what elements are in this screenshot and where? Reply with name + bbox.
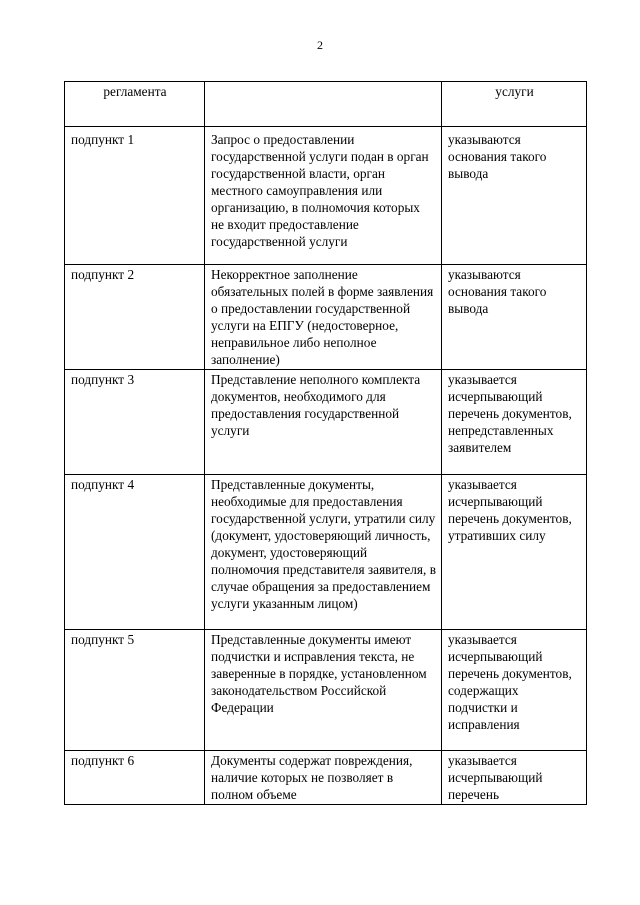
reason-cell: Представление неполного комплекта документов, необходимого для предоставления государственной услуги [205, 370, 442, 475]
subpoint-cell: подпункт 1 [65, 127, 205, 265]
subpoint-cell: подпункт 5 [65, 630, 205, 751]
table-row [65, 475, 587, 630]
header-cell-service: услуги [442, 82, 587, 127]
reason-cell: Документы содержат повреждения, наличие которых не позволяет в полном объеме [205, 751, 442, 805]
subpoint-cell: подпункт 2 [65, 265, 205, 370]
table-row [65, 265, 587, 370]
subpoint-cell: подпункт 6 [65, 751, 205, 805]
explanation-cell: указываются основания такого вывода [442, 265, 587, 370]
subpoint-cell: подпункт 3 [65, 370, 205, 475]
reason-cell: Представленные документы, необходимые для предоставления государственной услуги, утратили силу (документ, удостоверяющий личность, документ, удостоверяющий полномочия представителя заявителя, в случае обращения за предоставлением услуги указанным лицом) [205, 475, 442, 630]
header-cell-reason [205, 82, 442, 127]
explanation-cell: указываются основания такого вывода [442, 127, 587, 265]
table-row [65, 630, 587, 751]
header-cell-regulation: регламента [65, 82, 205, 127]
reason-cell: Запрос о предоставлении государственной услуги подан в орган государственной власти, орган местного самоуправления или организацию, в полномочия которых не входит предоставление государственной услуги [205, 127, 442, 265]
reason-cell: Некорректное заполнение обязательных полей в форме заявления о предоставлении государственной услуги на ЕПГУ (недостоверное, неправильное либо неполное заполнение) [205, 265, 442, 370]
table-row [65, 751, 587, 805]
table-header-row [65, 82, 587, 127]
explanation-cell: указывается исчерпывающий перечень документов, непредставленных заявителем [442, 370, 587, 475]
table-row [65, 127, 587, 265]
explanation-cell: указывается исчерпывающий перечень документов, утративших силу [442, 475, 587, 630]
reason-cell: Представленные документы имеют подчистки и исправления текста, не заверенные в порядке, установленном законодательством Российской Федерации [205, 630, 442, 751]
explanation-cell: указывается исчерпывающий перечень документов, содержащих подчистки и исправления [442, 630, 587, 751]
refusal-grounds-table [64, 81, 587, 805]
explanation-cell: указывается исчерпывающий перечень [442, 751, 587, 805]
page-number: 2 [317, 38, 323, 52]
subpoint-cell: подпункт 4 [65, 475, 205, 630]
table-row [65, 370, 587, 475]
